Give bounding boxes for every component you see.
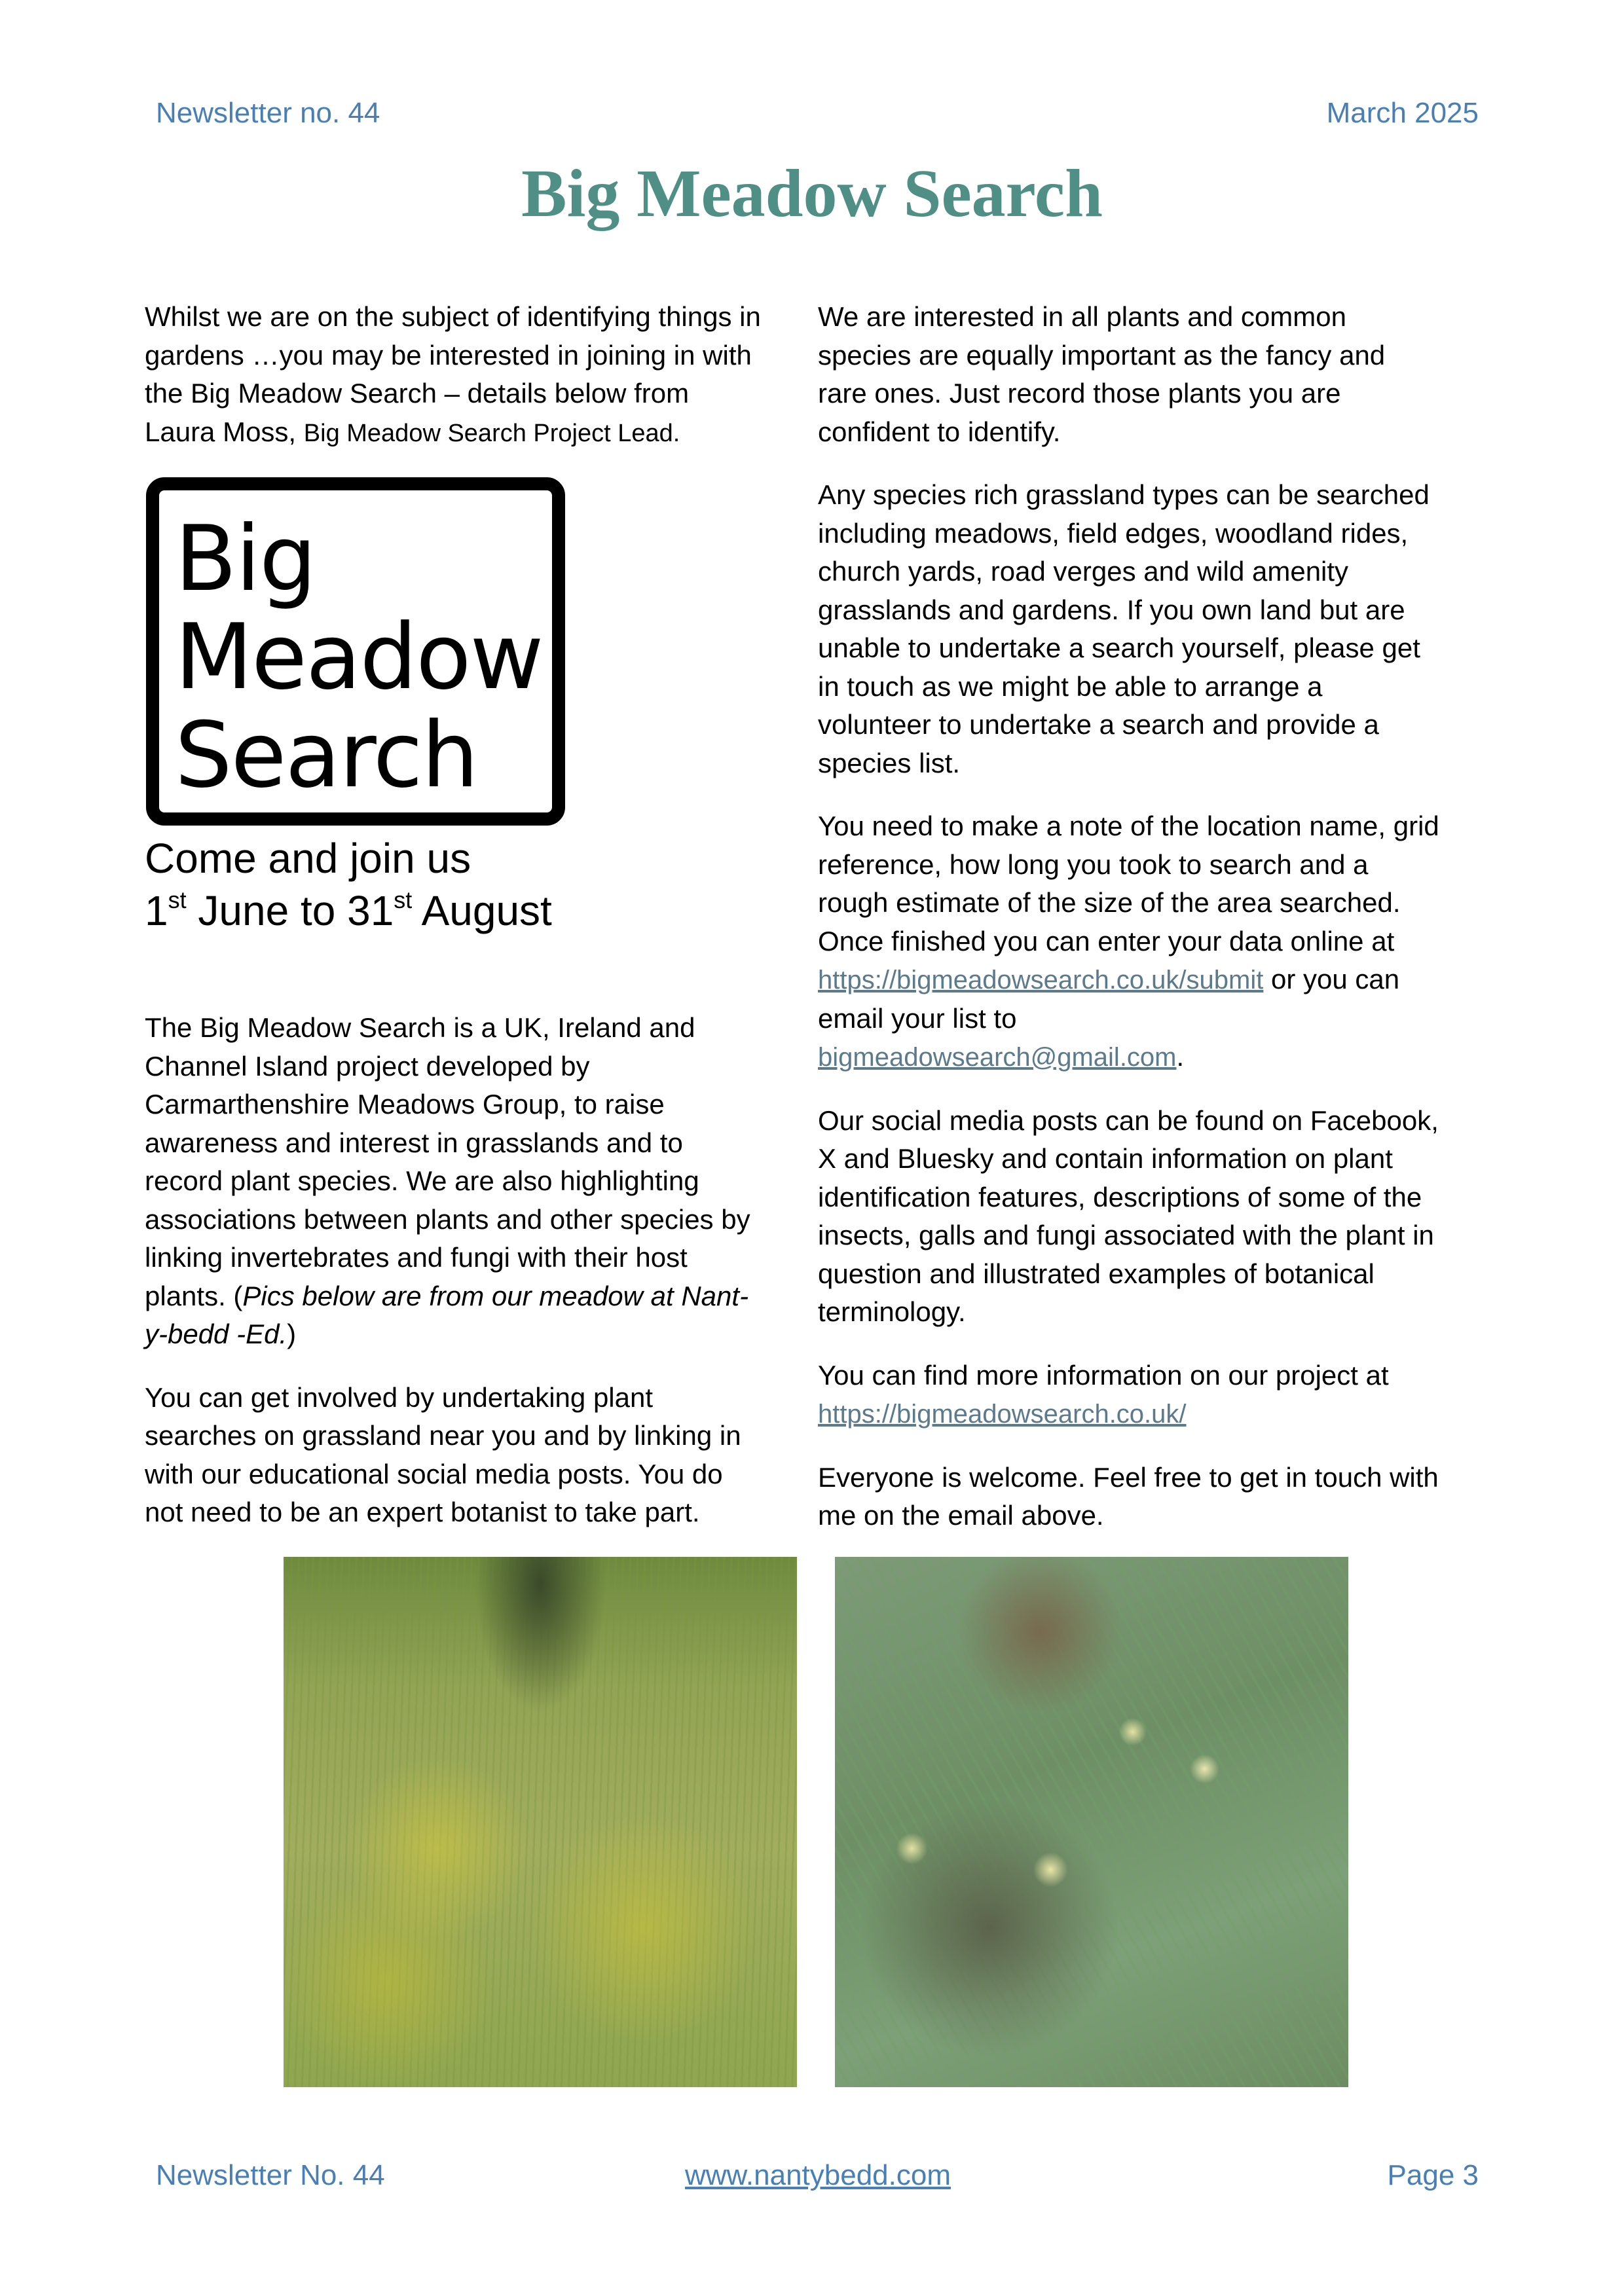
join-line-1: Come and join us [145,835,471,882]
end-suffix: st [394,886,413,913]
end-month: August [412,887,552,934]
start-suffix: st [168,886,187,913]
intro-role-text: Big Meadow Search Project Lead. [303,419,680,447]
submit-link[interactable]: https://bigmeadowsearch.co.uk/submit [818,966,1264,994]
more-info-text: You can find more information on our project at [818,1359,1389,1391]
page-title: Big Meadow Search [521,156,1103,231]
more-info-paragraph [818,1357,1440,1434]
get-involved-paragraph: You can get involved by undertaking plant searches on grassland near you and by linking in with our educational social media posts. You do not need to be an expert botanist to take part. [145,1381,741,1527]
intro-paragraph [145,298,767,452]
website-link[interactable]: https://bigmeadowsearch.co.uk/ [818,1400,1187,1429]
email-link[interactable]: bigmeadowsearch@gmail.com [818,1043,1177,1072]
right-column [818,298,1440,1560]
join-us-banner [145,832,767,937]
start-day: 1 [145,887,168,934]
meadow-grassland-photo [284,1557,797,2087]
header-newsletter-number: Newsletter no. 44 [156,97,380,129]
big-meadow-search-logo [146,477,565,826]
grassland-types-paragraph: Any species rich grassland types can be searched including meadows, field edges, woodland rides, church yards, road verges and wild amenity grasslands and gardens. If you own land but are unable to undertake a search yourself, please get in touch as we might be able to arrange a volunteer to undertake a search and provide a species list. [818,479,1430,778]
project-description-paragraph [145,1009,767,1354]
header-date: March 2025 [1326,97,1479,129]
all-plants-paragraph: We are interested in all plants and common species are equally important as the fancy and rare ones. Just record those plants you are confident to identify. [818,301,1386,447]
social-media-paragraph: Our social media posts can be found on Facebook, X and Bluesky and contain information on plant identification features, descriptions of some of the insects, galls and fungi associated with the plant in question and illustrated examples of botanical terminology. [818,1104,1439,1327]
welcome-paragraph: Everyone is welcome. Feel free to get in touch with me on the email above. [818,1461,1439,1531]
project-description-text: The Big Meadow Search is a UK, Ireland and Channel Island project developed by Carmarthenshire Meadows Group, to raise awareness and interest in grasslands and to record plant species. We are also highlighting associations between plants and other species by linking invertebrates and fungi with their host plants. ( [145,1012,750,1311]
buttercup-flowers-photo [835,1557,1348,2087]
footer-website-link[interactable]: www.nantybedd.com [685,2159,951,2191]
footer-page-number: Page 3 [1387,2159,1479,2191]
logo-line-1: Big [175,506,316,611]
dates-middle: June to 31 [186,887,394,934]
footer-newsletter-number: Newsletter No. 44 [156,2159,385,2191]
intro-text: Whilst we are on the subject of identifying things in gardens …you may be interested in joining in with the Big Meadow Search – details below from Laura Moss, [145,301,761,447]
logo-line-2: Meadow [175,604,543,710]
closing-paren: ) [287,1319,297,1349]
join-dates [145,884,767,937]
left-column [145,298,767,1557]
submission-paragraph [818,807,1440,1077]
editor-note: Pics below are from our meadow at Nant-y-bedd -Ed. [145,1280,749,1349]
period: . [1176,1041,1185,1072]
email-intro-text: or you can email your list to [818,964,1400,1034]
submission-text: You need to make a note of the location name, grid reference, how long you took to search and a rough estimate of the size of the area searched. Once finished you can enter your data online at [818,811,1439,957]
logo-line-3: Search [175,702,478,808]
